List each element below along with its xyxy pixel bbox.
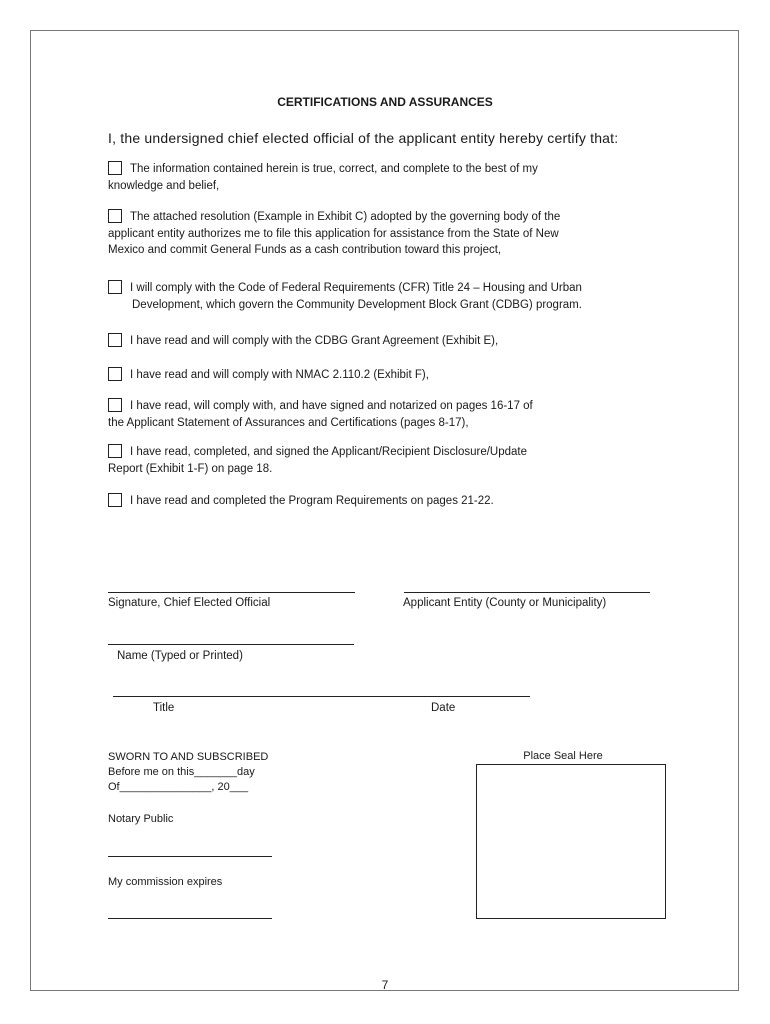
checkbox[interactable] — [108, 333, 122, 347]
item-text-line1: The attached resolution (Example in Exhibit C) adopted by the governing body of the — [130, 211, 561, 223]
checkbox[interactable] — [108, 209, 122, 223]
checkbox[interactable] — [108, 398, 122, 412]
certification-item — [108, 398, 648, 431]
signature-entity-line[interactable] — [404, 592, 650, 593]
page-title: CERTIFICATIONS AND ASSURANCES — [277, 95, 493, 109]
item-text-line2: the Applicant Statement of Assurances and Certifications (pages 8-17), — [108, 416, 469, 429]
signature-official-label: Signature, Chief Elected Official — [108, 597, 271, 609]
title-date-line[interactable] — [113, 696, 530, 697]
item-text-line2: Report (Exhibit 1-F) on page 18. — [108, 462, 273, 475]
name-line[interactable] — [108, 644, 354, 645]
notary-signature-line[interactable] — [108, 856, 272, 857]
certification-item — [108, 367, 648, 384]
notary-public-label: Notary Public — [108, 813, 174, 825]
item-text-line2: knowledge and belief, — [108, 179, 220, 192]
of-year-text: Of_______________, 20___ — [108, 781, 249, 793]
notary-block — [108, 750, 268, 795]
before-me-text: Before me on this_______day — [108, 766, 255, 778]
checkbox[interactable] — [108, 280, 122, 294]
checkbox[interactable] — [108, 161, 122, 175]
commission-expires-line[interactable] — [108, 918, 272, 919]
item-text-line2: Development, which govern the Community Development Block Grant (CDBG) program. — [132, 298, 582, 311]
commission-expires-label: My commission expires — [108, 876, 223, 888]
certification-item — [108, 333, 648, 350]
date-label: Date — [431, 702, 456, 714]
item-text-line1: I will comply with the Code of Federal Requirements (CFR) Title 24 – Housing and Urban — [130, 282, 582, 294]
certification-item — [108, 444, 648, 477]
item-text-line1: I have read, completed, and signed the Applicant/Recipient Disclosure/Update — [130, 446, 527, 458]
certification-item — [108, 161, 648, 194]
item-text-line1: I have read and will comply with the CDBG Grant Agreement (Exhibit E), — [130, 335, 499, 347]
item-text-line3: Mexico and commit General Funds as a cash contribution toward this project, — [108, 244, 502, 256]
name-label: Name (Typed or Printed) — [117, 650, 243, 662]
checkbox[interactable] — [108, 493, 122, 507]
title-label: Title — [153, 702, 175, 714]
sworn-text: SWORN TO AND SUBSCRIBED — [108, 751, 269, 763]
checkbox[interactable] — [108, 367, 122, 381]
page-number: 7 — [381, 978, 389, 992]
item-text-line1: I have read, will comply with, and have signed and notarized on pages 16-17 of — [130, 400, 533, 412]
seal-box — [476, 764, 666, 919]
seal-label: Place Seal Here — [523, 750, 603, 762]
item-text-line1: The information contained herein is true, correct, and complete to the best of my — [130, 163, 538, 175]
signature-entity-label: Applicant Entity (County or Municipality) — [403, 597, 607, 609]
certification-item — [108, 280, 648, 313]
checkbox[interactable] — [108, 444, 122, 458]
intro-statement: I, the undersigned chief elected official of the applicant entity hereby certify that: — [108, 130, 619, 146]
certification-item — [108, 209, 648, 259]
item-text-line1: I have read and will comply with NMAC 2.110.2 (Exhibit F), — [130, 369, 429, 381]
item-text-line1: I have read and completed the Program Requirements on pages 21-22. — [130, 495, 494, 507]
item-text-line2: applicant entity authorizes me to file this application for assistance from the State of New — [108, 227, 559, 240]
certification-item — [108, 493, 648, 510]
signature-official-line[interactable] — [108, 592, 355, 593]
